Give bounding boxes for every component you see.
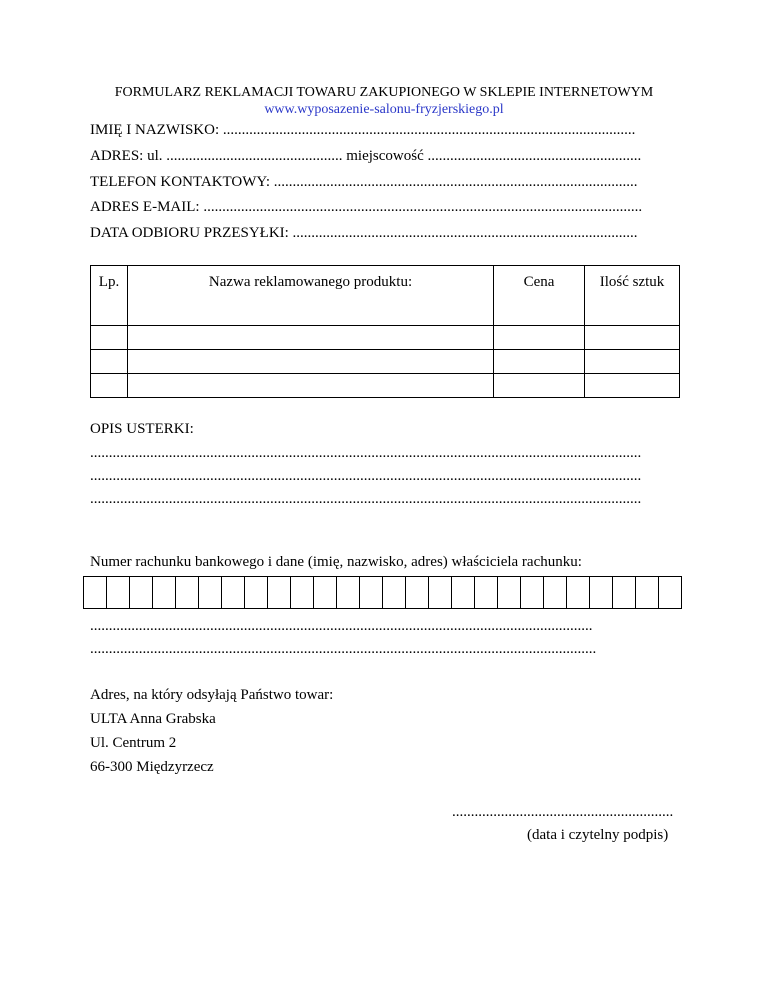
- account-digit-cell[interactable]: [176, 577, 199, 608]
- defect-line: ...................................................................................................................................................: [90, 445, 642, 461]
- table-cell[interactable]: [585, 350, 680, 374]
- table-cell[interactable]: [128, 350, 494, 374]
- defect-line: ...................................................................................................................................................: [90, 468, 642, 484]
- table-row: [91, 374, 680, 398]
- form-title: FORMULARZ REKLAMACJI TOWARU ZAKUPIONEGO W SKLEPIE INTERNETOWYM: [114, 85, 654, 100]
- header-product-name: Nazwa reklamowanego produktu:: [128, 266, 494, 326]
- website-link[interactable]: www.wyposazenie-salonu-fryzjerskiego.pl: [264, 102, 504, 117]
- account-digit-cell[interactable]: [429, 577, 452, 608]
- table-cell[interactable]: [91, 350, 128, 374]
- account-digit-cell[interactable]: [153, 577, 176, 608]
- bank-owner-line: ......................................................................................................................................: [90, 618, 593, 634]
- account-digit-cell[interactable]: [314, 577, 337, 608]
- account-digit-cell[interactable]: [590, 577, 613, 608]
- table-cell[interactable]: [91, 326, 128, 350]
- account-digit-cell[interactable]: [475, 577, 498, 608]
- account-digit-cell[interactable]: [636, 577, 659, 608]
- defect-line: ...................................................................................................................................................: [90, 491, 642, 507]
- delivery-date-field: DATA ODBIORU PRZESYŁKI: ............................................................................................: [90, 225, 638, 241]
- return-address-label: Adres, na który odsyłają Państwo towar:: [90, 687, 334, 703]
- header-price: Cena: [494, 266, 585, 326]
- return-address-company: ULTA Anna Grabska: [90, 711, 216, 727]
- table-cell[interactable]: [128, 326, 494, 350]
- products-table-header: [91, 266, 680, 326]
- table-cell[interactable]: [585, 374, 680, 398]
- account-digit-cell[interactable]: [498, 577, 521, 608]
- account-digit-cell[interactable]: [360, 577, 383, 608]
- signature-label: (data i czytelny podpis): [527, 827, 669, 843]
- account-number-grid[interactable]: [83, 576, 682, 609]
- account-digit-cell[interactable]: [383, 577, 406, 608]
- table-cell[interactable]: [585, 326, 680, 350]
- account-digit-cell[interactable]: [613, 577, 636, 608]
- account-digit-cell[interactable]: [199, 577, 222, 608]
- name-field: IMIĘ I NAZWISKO: ..............................................................................................................: [90, 122, 636, 138]
- account-digit-cell[interactable]: [544, 577, 567, 608]
- products-table: [90, 265, 680, 398]
- account-digit-cell[interactable]: [567, 577, 590, 608]
- account-digit-cell[interactable]: [406, 577, 429, 608]
- address-field: ADRES: ul. ............................................... miejscowość .........................................................: [90, 148, 642, 164]
- table-cell[interactable]: [128, 374, 494, 398]
- table-row: [91, 326, 680, 350]
- header-lp: Lp.: [91, 266, 128, 326]
- account-digit-cell[interactable]: [291, 577, 314, 608]
- return-address-street: Ul. Centrum 2: [90, 735, 177, 751]
- account-digit-cell[interactable]: [659, 577, 681, 608]
- bank-owner-line: .......................................................................................................................................: [90, 641, 597, 657]
- account-digit-cell[interactable]: [245, 577, 268, 608]
- table-row: [91, 350, 680, 374]
- header-quantity: Ilość sztuk: [585, 266, 680, 326]
- table-cell[interactable]: [494, 326, 585, 350]
- account-digit-cell[interactable]: [84, 577, 107, 608]
- account-digit-cell[interactable]: [452, 577, 475, 608]
- account-digit-cell[interactable]: [130, 577, 153, 608]
- account-digit-cell[interactable]: [222, 577, 245, 608]
- account-digit-cell[interactable]: [521, 577, 544, 608]
- signature-line: ...........................................................: [452, 804, 674, 820]
- table-cell[interactable]: [91, 374, 128, 398]
- defect-label: OPIS USTERKI:: [90, 421, 194, 437]
- account-digit-cell[interactable]: [337, 577, 360, 608]
- account-digit-cell[interactable]: [268, 577, 291, 608]
- table-cell[interactable]: [494, 374, 585, 398]
- account-digit-cell[interactable]: [107, 577, 130, 608]
- phone-field: TELEFON KONTAKTOWY: .................................................................................................: [90, 174, 638, 190]
- email-field: ADRES E-MAIL: .....................................................................................................................: [90, 199, 643, 215]
- bank-account-label: Numer rachunku bankowego i dane (imię, nazwisko, adres) właściciela rachunku:: [90, 554, 582, 570]
- return-address-city: 66-300 Międzyrzecz: [90, 759, 214, 775]
- table-cell[interactable]: [494, 350, 585, 374]
